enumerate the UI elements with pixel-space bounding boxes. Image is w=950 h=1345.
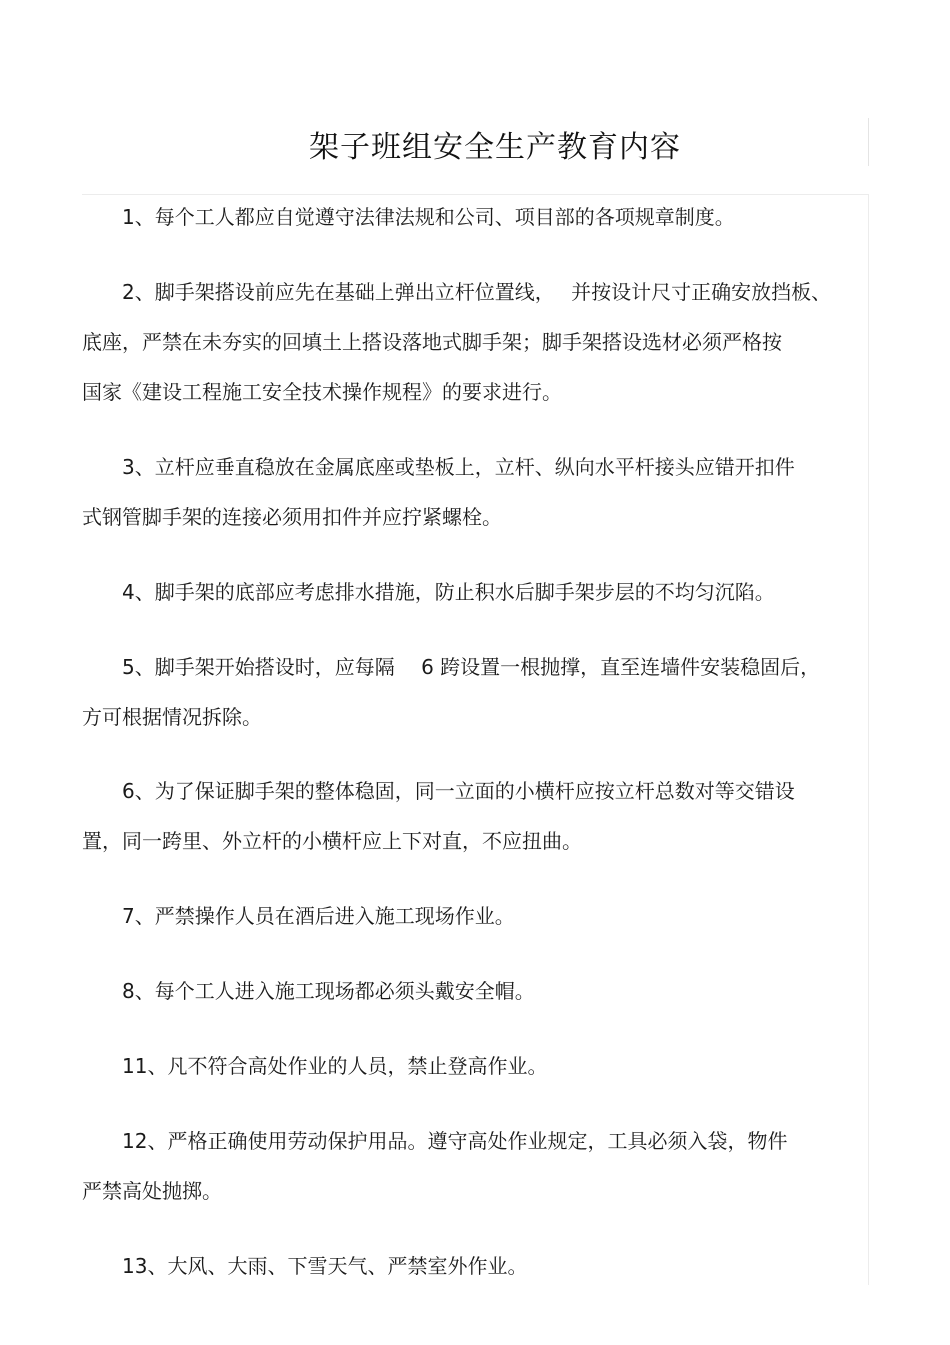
header-divider: [82, 194, 869, 195]
page-title: 架子班组安全生产教育内容: [309, 130, 681, 165]
item-2-line-2: 底座，严禁在未夯实的回填土上搭设落地式脚手架；脚手架搭设选材必须严格按: [82, 330, 782, 354]
item-2-line-1: 2、脚手架搭设前应先在基础上弹出立杆位置线， 并按设计尺寸正确安放挡板、: [122, 280, 832, 304]
item-13-line-1: 13、大风、大雨、下雪天气、严禁室外作业。: [122, 1254, 528, 1278]
margin-rule: [868, 195, 869, 1285]
item-1-line-1: 1、每个工人都应自觉遵守法律法规和公司、项目部的各项规章制度。: [122, 205, 735, 229]
item-12-line-1: 12、严格正确使用劳动保护用品。遵守高处作业规定，工具必须入袋，物件: [122, 1129, 788, 1153]
item-4-line-1: 4、脚手架的底部应考虑排水措施，防止积水后脚手架步层的不均匀沉陷。: [122, 580, 775, 604]
item-11-line-1: 11、凡不符合高处作业的人员，禁止登高作业。: [122, 1054, 548, 1078]
item-6-line-2: 置，同一跨里、外立杆的小横杆应上下对直，不应扭曲。: [82, 829, 582, 853]
item-6-line-1: 6、为了保证脚手架的整体稳固，同一立面的小横杆应按立杆总数对等交错设: [122, 779, 795, 803]
item-7-line-1: 7、严禁操作人员在酒后进入施工现场作业。: [122, 904, 515, 928]
item-5-line-2: 方可根据情况拆除。: [82, 705, 262, 729]
item-5-line-1: 5、脚手架开始搭设时，应每隔 6 跨设置一根抛撑，直至连墙件安装稳固后，: [122, 655, 821, 679]
item-2-line-3: 国家《建设工程施工安全技术操作规程》的要求进行。: [82, 380, 562, 404]
item-12-line-2: 严禁高处抛掷。: [82, 1179, 222, 1203]
item-3-line-1: 3、立杆应垂直稳放在金属底座或垫板上，立杆、纵向水平杆接头应错开扣件: [122, 455, 795, 479]
item-8-line-1: 8、每个工人进入施工现场都必须头戴安全帽。: [122, 979, 535, 1003]
item-3-line-2: 式钢管脚手架的连接必须用扣件并应拧紧螺栓。: [82, 505, 502, 529]
